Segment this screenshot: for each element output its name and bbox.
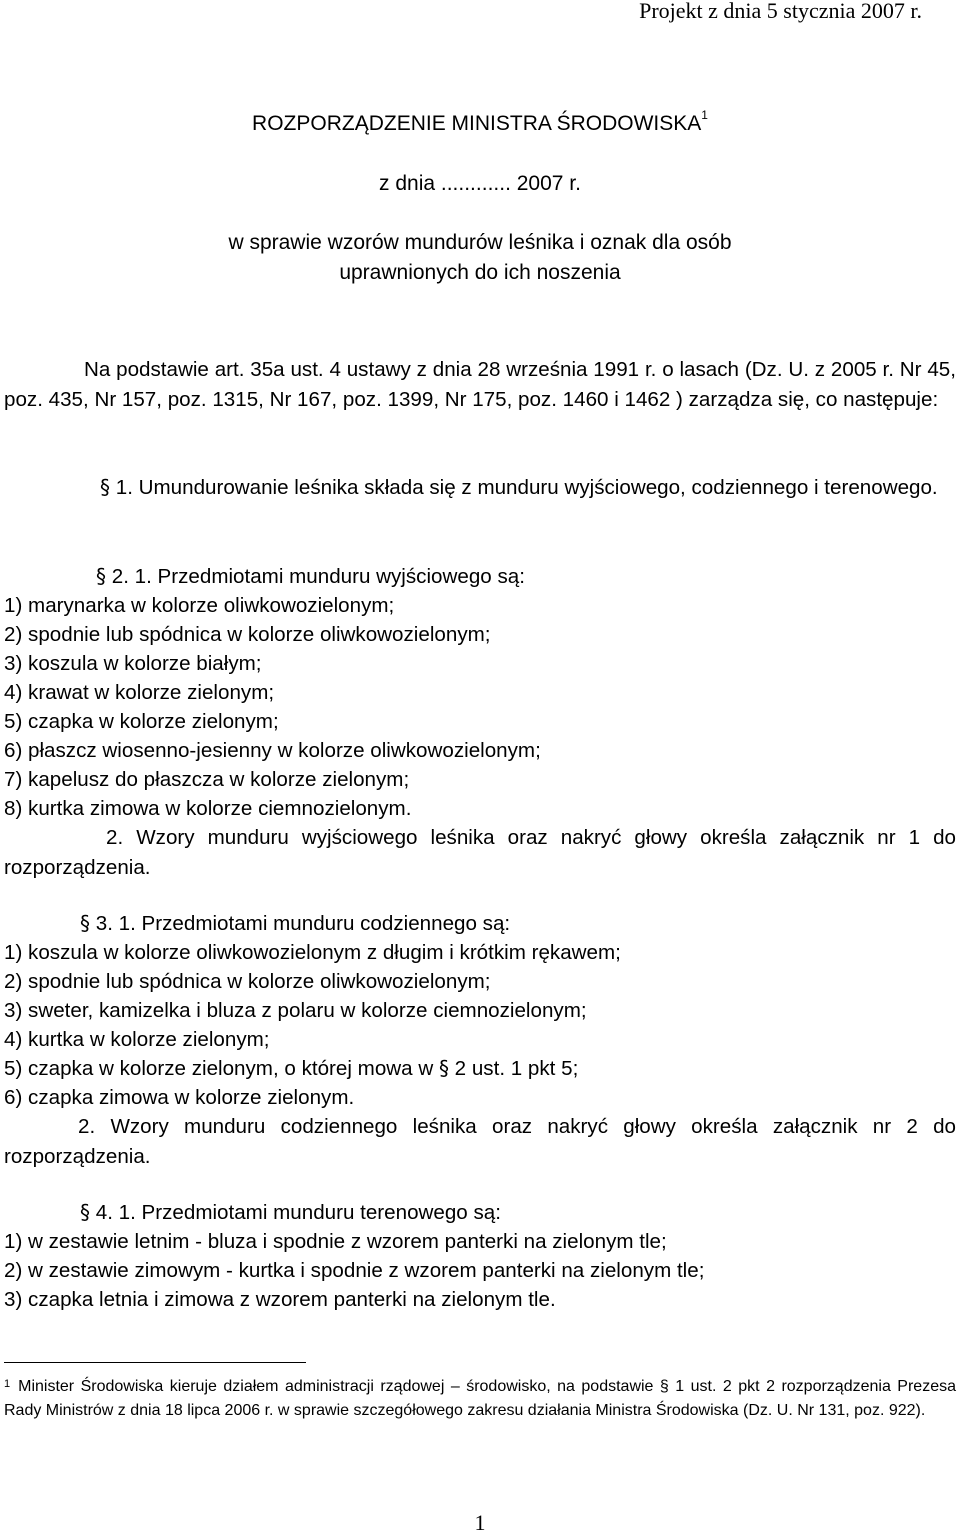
section-symbol: § [100,475,110,499]
footnote-divider [4,1362,306,1363]
list-item-text: 5) czapka w kolorze zielonym, o której mowa w [4,1057,434,1080]
list-item: 1) marynarka w kolorze oliwkowozielonym; [4,594,395,617]
list-item: 3) koszula w kolorze białym; [4,652,262,675]
preamble: Na podstawie art. 35a ust. 4 ustawy z dnia 28 września 1991 r. o lasach (Dz. U. z 2005 r. Nr 45, poz. 435, Nr 157, poz. 1315, Nr 167, poz. 1399, Nr 175, poz. 1460 i 1462 ) zarządza się, co następuje: [4,358,956,411]
list-item: 2) spodnie lub spódnica w kolorze oliwkowozielonym; [4,970,491,993]
list-item: 4) krawat w kolorze zielonym; [4,681,275,704]
section-4-heading [80,1198,501,1228]
section-3-heading-text: 3. 1. Przedmiotami munduru codziennego są: [95,912,511,935]
section-symbol: § [438,1056,449,1080]
section-symbol: § [80,1200,90,1224]
regulation-subject [0,228,960,288]
list-item [4,1054,578,1084]
footnote [4,1375,956,1422]
list-item: 4) kurtka w kolorze zielonym; [4,1028,270,1051]
section-3-point-2: 2. Wzory munduru codziennego leśnika oraz nakryć głowy określa załącznik nr 2 do rozporządzenia. [4,1115,956,1168]
footnote-reference: 1 [701,108,708,122]
section-1-text: 1. Umundurowanie leśnika składa się z munduru wyjściowego, codziennego i terenowego. [115,476,938,499]
list-item: 3) sweter, kamizelka i bluza z polaru w kolorze ciemnozielonym; [4,999,587,1022]
list-item: 5) czapka w kolorze zielonym; [4,710,279,733]
section-3-heading [80,909,510,939]
list-item: 2) w zestawie zimowym - kurtka i spodnie z wzorem panterki na zielonym tle; [4,1259,705,1282]
list-item: 7) kapelusz do płaszcza w kolorze zielonym; [4,768,410,791]
section-2-point-2: 2. Wzory munduru wyjściowego leśnika oraz nakryć głowy określa załącznik nr 1 do rozporządzenia. [4,826,956,879]
list-item: 1) w zestawie letnim - bluza i spodnie z wzorem panterki na zielonym tle; [4,1230,667,1253]
section-1 [4,473,956,503]
section-symbol: § [80,911,90,935]
section-2-heading [96,562,525,592]
section-4-heading-text: 4. 1. Przedmiotami munduru terenowego są: [95,1201,501,1224]
footnote-marker: 1 [4,1378,11,1390]
regulation-date: z dnia ............ 2007 r. [379,172,581,195]
section-2-heading-text: 2. 1. Przedmiotami munduru wyjściowego są: [111,565,525,588]
list-item: 3) czapka letnia i zimowa z wzorem panterki na zielonym tle. [4,1288,556,1311]
regulation-title-text: ROZPORZĄDZENIE MINISTRA ŚRODOWISKA [252,112,702,135]
list-item: 1) koszula w kolorze oliwkowozielonym z długim i krótkim rękawem; [4,941,621,964]
list-item: 6) czapka zimowa w kolorze zielonym. [4,1086,355,1109]
list-item: 8) kurtka zimowa w kolorze ciemnozielonym. [4,797,412,820]
list-item-reference: 2 ust. 1 pkt 5; [454,1057,579,1080]
list-item: 6) płaszcz wiosenno-jesienny w kolorze oliwkowozielonym; [4,739,541,762]
page-number: 1 [474,1510,486,1535]
regulation-title [0,108,960,136]
project-date-note: Projekt z dnia 5 stycznia 2007 r. [639,0,922,23]
footnote-text: Minister Środowiska kieruje działem administracji rządowej – środowisko, na podstawie § 1 ust. 2 pkt 2 rozporządzenia Prezesa Rady Ministrów z dnia 18 lipca 2006 r. w sprawie szczegółowego zakresu działania Ministra Środowiska (Dz. U. Nr 131, poz. 922). [4,1378,956,1419]
section-symbol: § [96,564,106,588]
regulation-subject-text: w sprawie wzorów mundurów leśnika i oznak dla osób uprawnionych do ich noszenia [228,231,732,284]
list-item: 2) spodnie lub spódnica w kolorze oliwkowozielonym; [4,623,491,646]
